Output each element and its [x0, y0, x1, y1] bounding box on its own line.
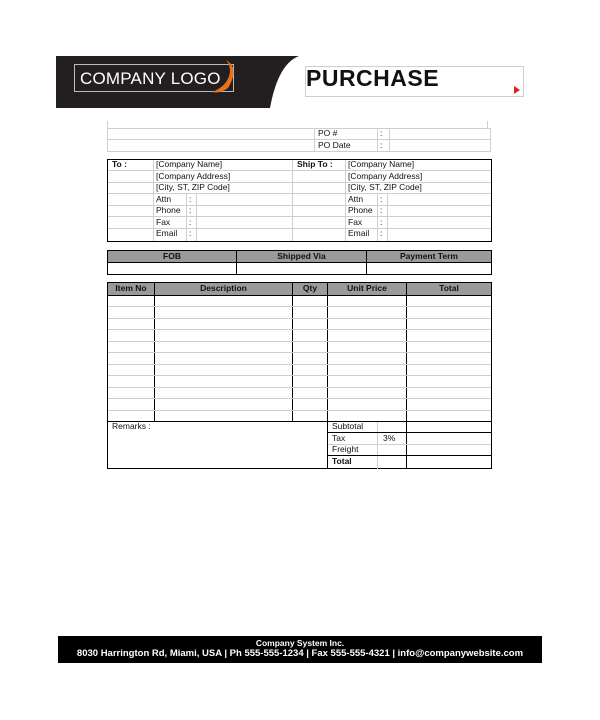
to-city-line[interactable]: [City, ST, ZIP Code]	[156, 182, 230, 192]
logo-swoosh-icon	[206, 58, 240, 94]
col-description: Description	[200, 283, 247, 293]
to-email-colon: :	[189, 228, 192, 238]
table-row[interactable]	[108, 329, 491, 330]
payment-term-header: Payment Term	[400, 251, 458, 261]
shipped-via-field[interactable]	[237, 263, 366, 274]
table-row[interactable]	[108, 341, 491, 342]
footer-contact-line: 8030 Harrington Rd, Miami, USA | Ph 555-555-1234 | Fax 555-555-4321 | info@companywebsite.com	[76, 648, 524, 659]
to-attn-colon: :	[189, 194, 192, 204]
fob-field[interactable]	[108, 263, 236, 274]
company-logo-text: COMPANY LOGO	[80, 69, 221, 88]
freight-value[interactable]	[407, 445, 491, 455]
ship-fax-label: Fax	[348, 217, 363, 227]
fob-header: FOB	[163, 251, 181, 261]
col-qty: Qty	[302, 283, 318, 293]
footer-bar	[58, 636, 542, 663]
to-label: To :	[112, 159, 127, 169]
ship-city-line[interactable]: [City, ST, ZIP Code]	[348, 182, 422, 192]
col-total: Total	[439, 283, 459, 293]
to-email-label: Email	[156, 228, 178, 238]
po-number-colon: :	[380, 128, 383, 138]
to-company-address[interactable]: [Company Address]	[156, 171, 231, 181]
ship-attn-colon: :	[380, 194, 383, 204]
to-phone-colon: :	[189, 205, 192, 215]
dropdown-arrow-icon[interactable]	[514, 86, 520, 94]
col-unit-price: Unit Price	[347, 283, 387, 293]
ship-to-label: Ship To :	[297, 159, 333, 169]
tax-label: Tax	[332, 433, 346, 443]
to-phone-label: Phone	[156, 205, 181, 215]
ship-attn-label: Attn	[348, 194, 364, 204]
subtotal-value[interactable]	[407, 422, 491, 432]
table-row[interactable]	[108, 352, 491, 353]
table-row[interactable]	[108, 398, 491, 399]
table-row[interactable]	[108, 375, 491, 376]
po-date-label: PO Date	[318, 140, 351, 150]
po-number-label: PO #	[318, 128, 338, 138]
ship-phone-colon: :	[380, 205, 383, 215]
col-item-no: Item No	[115, 283, 147, 293]
remarks-label: Remarks :	[112, 421, 151, 431]
shipped-via-header: Shipped Via	[277, 251, 326, 261]
footer-company-name: Company System Inc.	[255, 638, 345, 648]
ship-company-name[interactable]: [Company Name]	[348, 159, 415, 169]
po-date-field[interactable]	[390, 141, 489, 151]
po-number-field[interactable]	[390, 129, 489, 139]
to-attn-label: Attn	[156, 194, 172, 204]
total-value[interactable]	[407, 456, 491, 468]
table-row[interactable]	[108, 306, 491, 307]
tax-value[interactable]	[407, 433, 491, 443]
ship-email-colon: :	[380, 228, 383, 238]
page-title: PURCHASE	[306, 65, 440, 91]
freight-label: Freight	[332, 444, 359, 454]
to-fax-colon: :	[189, 217, 192, 227]
ship-fax-colon: :	[380, 217, 383, 227]
to-company-name[interactable]: [Company Name]	[156, 159, 223, 169]
ship-company-address[interactable]: [Company Address]	[348, 171, 423, 181]
ship-phone-label: Phone	[348, 205, 373, 215]
subtotal-label: Subtotal	[332, 421, 364, 431]
tax-rate[interactable]: 3%	[383, 433, 396, 443]
remarks-field[interactable]	[108, 432, 326, 468]
ship-email-label: Email	[348, 228, 370, 238]
po-date-colon: :	[380, 140, 383, 150]
payment-term-field[interactable]	[367, 263, 491, 274]
total-label: Total	[332, 456, 352, 466]
table-row[interactable]	[108, 364, 491, 365]
table-row[interactable]	[108, 318, 491, 319]
table-row[interactable]	[108, 410, 491, 411]
table-row[interactable]	[108, 387, 491, 388]
to-fax-label: Fax	[156, 217, 171, 227]
